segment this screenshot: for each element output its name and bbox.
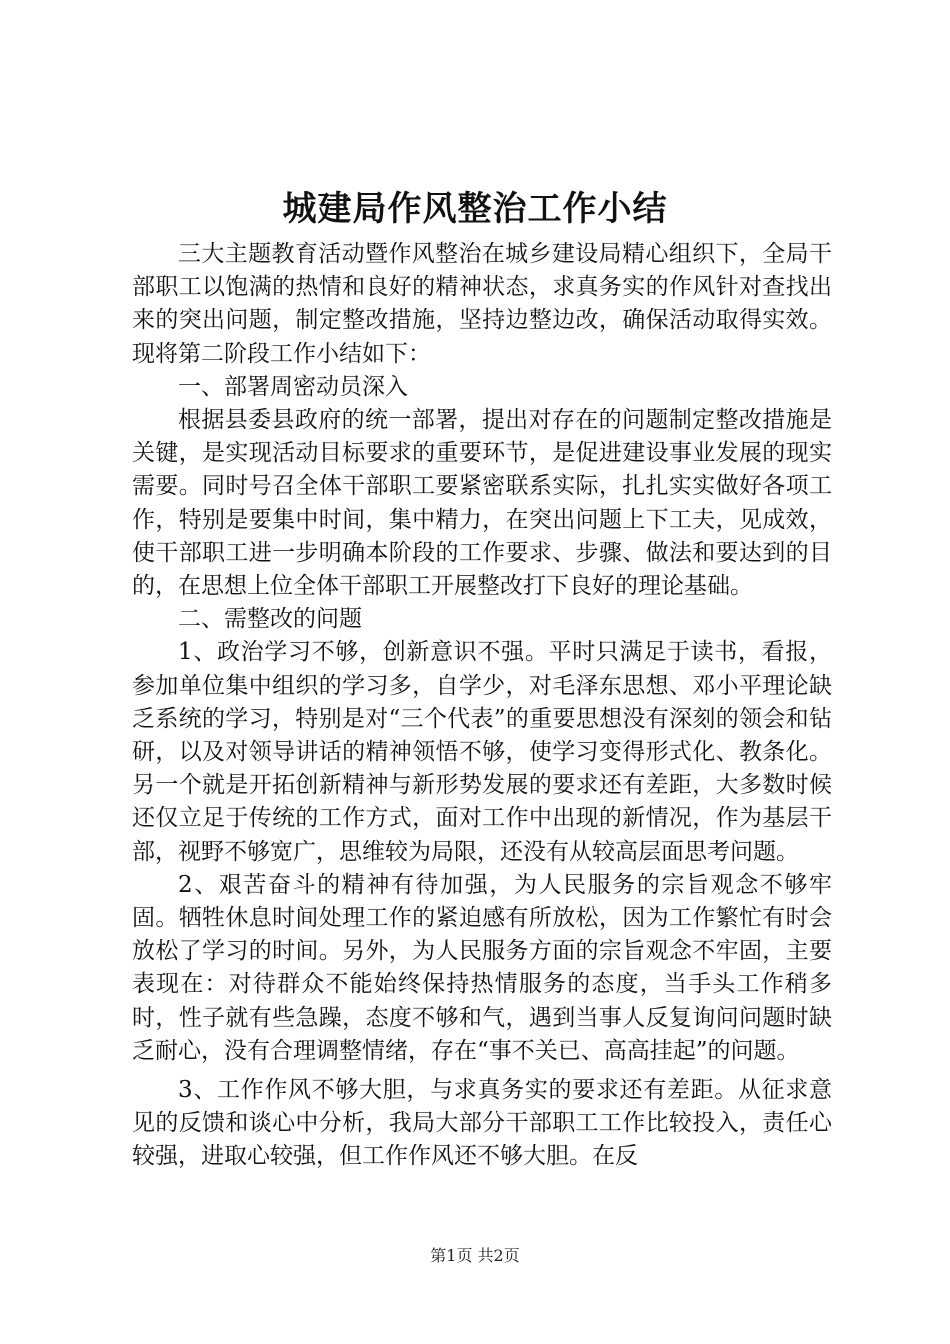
issue-3-paragraph: 3、工作作风不够大胆，与求真务实的要求还有差距。从征求意见的反馈和谈心中分析，我局大部分干部职工工作比较投入，责任心较强，进取心较强，但工作作风还不够大胆。在反 <box>132 1077 832 1170</box>
intro-paragraph: 三大主题教育活动暨作风整治在城乡建设局精心组织下，全局干部职工以饱满的热情和良好的精神状态，求真务实的作风针对查找出来的突出问题，制定整改措施，坚持边整边改，确保活动取得实效。现将第二阶段工作小结如下： <box>132 241 832 367</box>
issue-1-paragraph: 1、政治学习不够，创新意识不强。平时只满足于读书，看报，参加单位集中组织的学习多，自学少，对毛泽东思想、邓小平理论缺乏系统的学习，特别是对“三个代表”的重要思想没有深刻的领会和钻研，以及对领导讲话的精神领悟不够，使学习变得形式化、教条化。另一个就是开拓创新精神与新形势发展的要求还有差距，大多数时候还仅立足于传统的工作方式，面对工作中出现的新情况，作为基层干部，视野不够宽广，思维较为局限，还没有从较高层面思考问题。 <box>132 639 832 865</box>
section-heading-1: 一、部署周密动员深入 <box>178 373 408 400</box>
document-title: 城建局作风整治工作小结 <box>282 189 668 229</box>
section-heading-2: 二、需整改的问题 <box>178 606 362 633</box>
issue-2-paragraph: 2、艰苦奋斗的精神有待加强，为人民服务的宗旨观念不够牢固。牺牲休息时间处理工作的紧迫感有所放松，因为工作繁忙有时会放松了学习的时间。另外，为人民服务方面的宗旨观念不牢固，主要表现在：对待群众不能始终保持热情服务的态度，当手头工作稍多时，性子就有些急躁，态度不够和气，遇到当事人反复询问问题时缺乏耐心，没有合理调整情绪，存在“事不关已、高高挂起”的问题。 <box>132 871 832 1064</box>
document-body <box>132 238 832 1174</box>
page-number-footer: 第1页 共2页 <box>430 1246 520 1265</box>
section-1-paragraph: 根据县委县政府的统一部署，提出对存在的问题制定整改措施是关键，是实现活动目标要求的重要环节，是促进建设事业发展的现实需要。同时号召全体干部职工要紧密联系实际，扎扎实实做好各项工作，特别是要集中时间，集中精力，在突出问题上下工夫，见成效，使干部职工进一步明确本阶段的工作要求、步骤、做法和要达到的目的，在思想上位全体干部职工开展整改打下良好的理论基础。 <box>132 407 832 600</box>
